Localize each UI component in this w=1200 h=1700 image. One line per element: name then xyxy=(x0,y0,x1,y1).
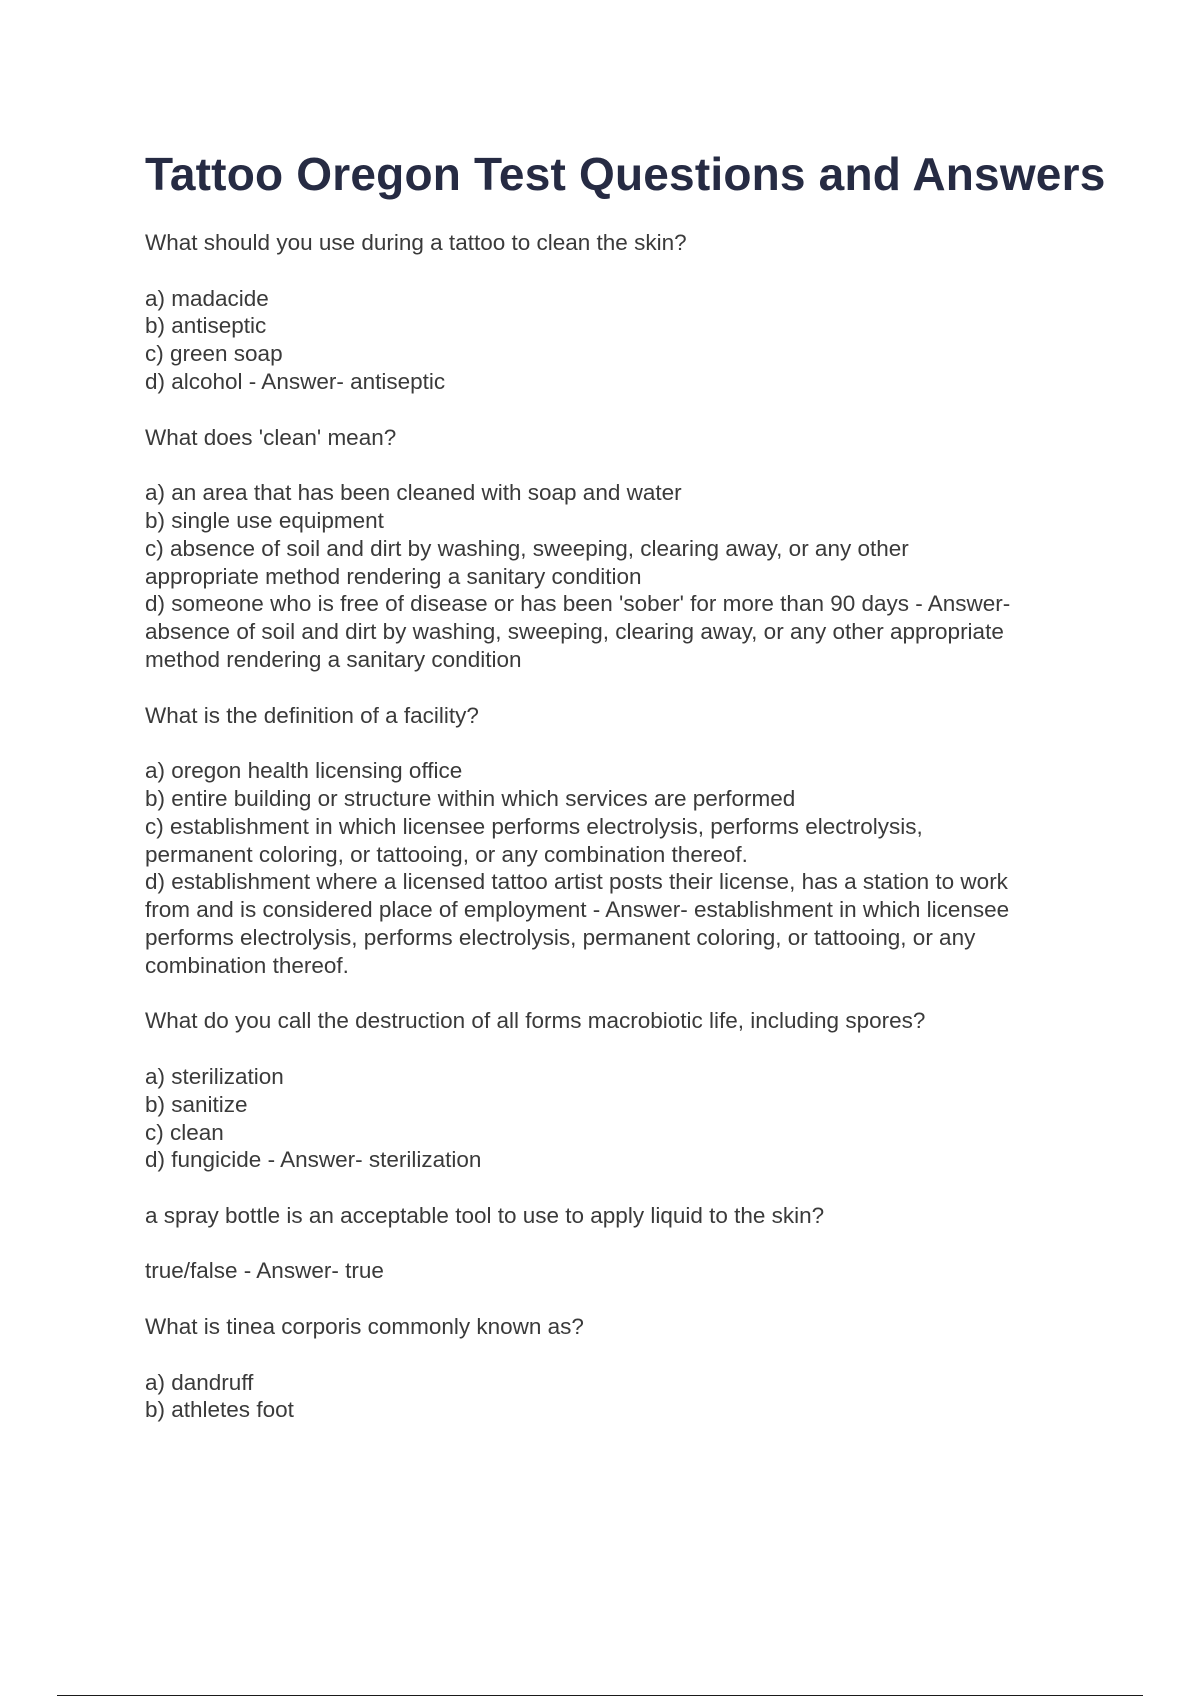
answer-options xyxy=(145,1257,1085,1285)
question-text xyxy=(145,1202,1085,1230)
question-line: What does 'clean' mean? xyxy=(145,424,397,450)
option-line: b) athletes foot xyxy=(145,1397,294,1423)
option-line: permanent coloring, or tattooing, or any combination thereof. xyxy=(145,841,748,867)
question-line: What is tinea corporis commonly known as? xyxy=(145,1314,584,1340)
option-line: c) establishment in which licensee performs electrolysis, performs electrolysis, xyxy=(145,813,923,839)
option-line: c) absence of soil and dirt by washing, sweeping, clearing away, or any other xyxy=(145,535,909,561)
option-line: a) an area that has been cleaned with soap and water xyxy=(145,480,682,506)
question-line: What do you call the destruction of all forms macrobiotic life, including spores? xyxy=(145,1008,926,1034)
page-bottom-divider xyxy=(57,1695,1143,1696)
question-text xyxy=(145,1313,1085,1341)
question-line: a spray bottle is an acceptable tool to use to apply liquid to the skin? xyxy=(145,1202,825,1228)
option-line: b) antiseptic xyxy=(145,313,267,339)
answer-options xyxy=(145,757,1085,979)
option-line: combination thereof. xyxy=(145,952,349,978)
answer-options xyxy=(145,1369,1085,1425)
question-line: What is the definition of a facility? xyxy=(145,702,479,728)
page-title: Tattoo Oregon Test Questions and Answers xyxy=(145,148,1106,200)
option-line: d) someone who is free of disease or has been 'sober' for more than 90 days - Answer- xyxy=(145,591,1011,617)
option-line: a) oregon health licensing office xyxy=(145,758,463,784)
question-list xyxy=(145,229,1085,1452)
option-line: b) entire building or structure within which services are performed xyxy=(145,785,796,811)
option-line: b) sanitize xyxy=(145,1091,248,1117)
option-line: a) dandruff xyxy=(145,1369,254,1395)
answer-options xyxy=(145,479,1085,674)
answer-options xyxy=(145,285,1085,396)
question-text xyxy=(145,424,1085,452)
option-line: c) clean xyxy=(145,1119,224,1145)
option-line: from and is considered place of employment - Answer- establishment in which licensee xyxy=(145,897,1010,923)
option-line: method rendering a sanitary condition xyxy=(145,646,522,672)
option-line: performs electrolysis, performs electrolysis, permanent coloring, or tattooing, or any xyxy=(145,924,976,950)
option-line: d) establishment where a licensed tattoo artist posts their license, has a station to work xyxy=(145,869,1008,895)
option-line: a) sterilization xyxy=(145,1063,284,1089)
answer-options xyxy=(145,1063,1085,1174)
option-line: a) madacide xyxy=(145,285,269,311)
option-line: b) single use equipment xyxy=(145,507,384,533)
question-text xyxy=(145,1007,1085,1035)
option-line: d) fungicide - Answer- sterilization xyxy=(145,1147,482,1173)
option-line: appropriate method rendering a sanitary condition xyxy=(145,563,642,589)
question-text xyxy=(145,702,1085,730)
question-text xyxy=(145,229,1085,257)
option-line: d) alcohol - Answer- antiseptic xyxy=(145,368,446,394)
option-line: c) green soap xyxy=(145,341,283,367)
option-line: true/false - Answer- true xyxy=(145,1258,384,1284)
option-line: absence of soil and dirt by washing, sweeping, clearing away, or any other appropriate xyxy=(145,619,1004,645)
question-line: What should you use during a tattoo to clean the skin? xyxy=(145,230,687,255)
